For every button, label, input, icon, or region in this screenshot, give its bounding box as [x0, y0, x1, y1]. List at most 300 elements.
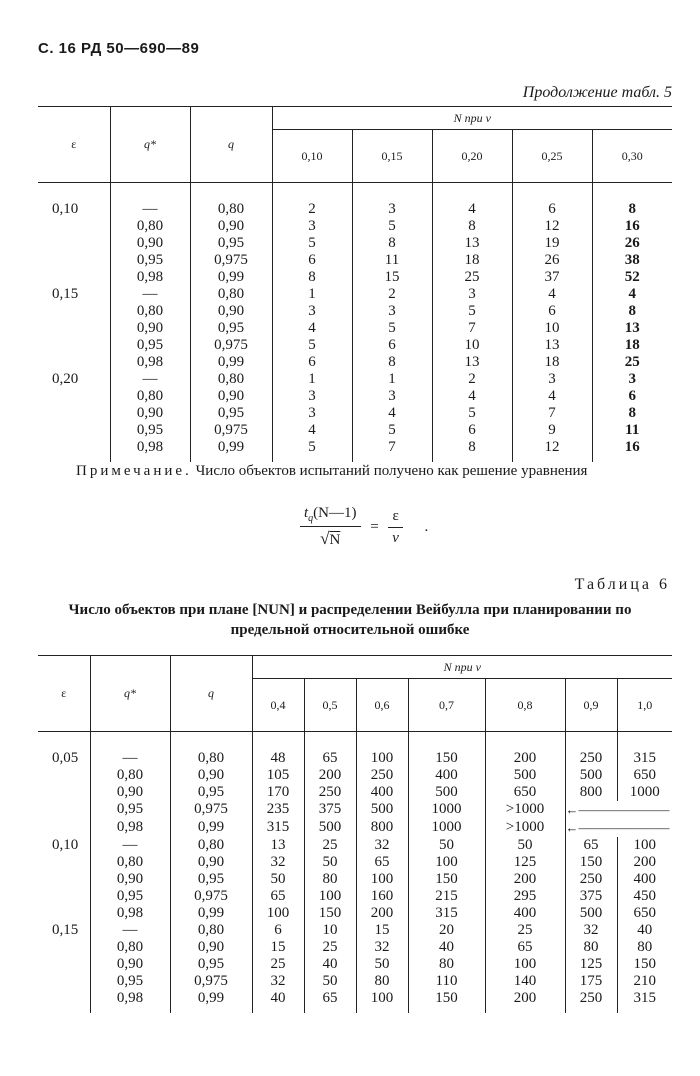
table-cell: 0,90	[90, 784, 170, 801]
table-cell: 4	[352, 405, 432, 422]
table-cell: 5	[272, 439, 352, 462]
table-cell: 8	[432, 218, 512, 235]
table-row	[38, 784, 672, 801]
col-header-qstar: q*	[90, 656, 170, 732]
equation-lhs: $\frac{t_q(N—1)}{√N}$	[300, 505, 361, 549]
table-cell: 32	[356, 837, 408, 854]
table-cell: 800	[356, 819, 408, 837]
table-row	[38, 854, 672, 871]
table-cell: 0,99	[190, 439, 272, 462]
table-cell: 0,95	[190, 405, 272, 422]
table-cell: 100	[252, 905, 304, 922]
table-cell: 150	[565, 854, 617, 871]
table-cell: 40	[252, 990, 304, 1013]
table-cell: 4	[432, 388, 512, 405]
table-cell: 25	[432, 269, 512, 286]
table-note	[38, 462, 663, 481]
table-cell: 80	[408, 956, 485, 973]
table-cell: 200	[485, 990, 565, 1013]
table-cell: 0,80	[90, 767, 170, 784]
table-cell: 250	[565, 871, 617, 888]
table-row	[38, 922, 672, 939]
cell-eps	[38, 252, 110, 269]
table-cell: 3	[352, 183, 432, 219]
table-cell	[565, 801, 672, 819]
table-cell: 150	[617, 956, 672, 973]
table-cell: 8	[352, 235, 432, 252]
table-cell: 0,95	[90, 973, 170, 990]
table-cell: 6	[592, 388, 672, 405]
table-cell: 5	[272, 235, 352, 252]
table-cell: 50	[304, 973, 356, 990]
table-cell: 6	[352, 337, 432, 354]
table-cell: 50	[408, 837, 485, 854]
table-cell: —	[90, 837, 170, 854]
table-cell: 4	[512, 388, 592, 405]
table-cell: 0,98	[90, 819, 170, 837]
table-cell: 65	[252, 888, 304, 905]
table-cell: 0,975	[170, 888, 252, 905]
table-cell: 100	[356, 732, 408, 768]
table-cell: —	[110, 371, 190, 388]
table-cell: 500	[356, 801, 408, 819]
table-cell: 26	[592, 235, 672, 252]
table-cell: 5	[432, 405, 512, 422]
table-cell: 140	[485, 973, 565, 990]
col-header-v: 0,6	[356, 679, 408, 732]
table-cell: 1	[272, 371, 352, 388]
table-cell: 0,80	[190, 183, 272, 219]
table-cell: 65	[485, 939, 565, 956]
table-cell: 450	[617, 888, 672, 905]
table-cell: 0,80	[170, 922, 252, 939]
cell-eps	[38, 939, 90, 956]
table-cell: 12	[512, 439, 592, 462]
table-cell: 7	[512, 405, 592, 422]
table-cell: 315	[252, 819, 304, 837]
cell-eps: 0,15	[52, 922, 79, 938]
cell-eps	[38, 337, 110, 354]
table-cell: 4	[272, 320, 352, 337]
table-cell: 0,80	[190, 286, 272, 303]
cell-eps: 0,10	[52, 201, 79, 217]
table-cell: 150	[304, 905, 356, 922]
table-cell: 40	[617, 922, 672, 939]
table-cell: 400	[408, 767, 485, 784]
cell-eps: 0,20	[52, 371, 79, 387]
table-cell: 80	[304, 871, 356, 888]
table-cell: 0,95	[90, 888, 170, 905]
table-cell: —	[110, 183, 190, 219]
table-cell: 6	[252, 922, 304, 939]
table-5-continuation	[38, 106, 672, 462]
table-cell: 32	[565, 922, 617, 939]
cell-eps	[38, 888, 90, 905]
table-cell: 0,80	[170, 732, 252, 768]
table-row	[38, 303, 672, 320]
table-cell: 0,98	[110, 269, 190, 286]
table-row	[38, 405, 672, 422]
col-header-eps: ε	[61, 686, 67, 700]
table-cell: 0,975	[190, 337, 272, 354]
table-cell: 250	[565, 990, 617, 1013]
cell-eps	[38, 854, 90, 871]
cell-eps	[38, 405, 110, 422]
table-cell: 6	[272, 354, 352, 371]
table-cell: 15	[356, 922, 408, 939]
table-cell: 0,80	[110, 388, 190, 405]
cell-eps: 0,05	[52, 750, 79, 766]
table-cell: 6	[432, 422, 512, 439]
table-cell: 15	[352, 269, 432, 286]
table-row	[38, 422, 672, 439]
table-cell: 0,80	[90, 939, 170, 956]
table-cell: 13	[252, 837, 304, 854]
table-cell: 0,975	[190, 252, 272, 269]
table-cell: 500	[565, 905, 617, 922]
table-cell: 3	[432, 286, 512, 303]
table-cell: 3	[272, 405, 352, 422]
table-cell: 0,975	[190, 422, 272, 439]
table-row	[38, 439, 672, 462]
table-cell: 125	[565, 956, 617, 973]
cell-eps	[38, 439, 110, 462]
table-cell: 25	[592, 354, 672, 371]
table-cell: 37	[512, 269, 592, 286]
table-cell: 8	[592, 303, 672, 320]
table-cell: 0,80	[110, 218, 190, 235]
table-cell: 200	[304, 767, 356, 784]
table-cell: 4	[272, 422, 352, 439]
table-cell: 210	[617, 973, 672, 990]
table-cell: 48	[252, 732, 304, 768]
table-cell: 125	[485, 854, 565, 871]
table-cell: 3	[512, 371, 592, 388]
table-cell: 100	[485, 956, 565, 973]
table-cell: 1	[272, 286, 352, 303]
col-header-v: 1,0	[617, 679, 672, 732]
table-cell: 0,80	[170, 837, 252, 854]
table-cell: 0,99	[170, 819, 252, 837]
table-cell: >1000	[485, 801, 565, 819]
table-cell: 0,80	[90, 854, 170, 871]
table-cell: 20	[408, 922, 485, 939]
table-cell: 5	[432, 303, 512, 320]
col-header-q: q	[190, 107, 272, 183]
cell-eps	[38, 320, 110, 337]
table-cell: 32	[356, 939, 408, 956]
table-cell: 315	[617, 990, 672, 1013]
table-cell: 0,975	[170, 973, 252, 990]
table-cell: 2	[352, 286, 432, 303]
cell-eps	[38, 767, 90, 784]
col-header-qstar: q*	[110, 107, 190, 183]
table-cell	[565, 819, 672, 837]
table-cell: 3	[272, 303, 352, 320]
table-cell: 50	[356, 956, 408, 973]
table-cell: 65	[304, 732, 356, 768]
col-header-v: 0,8	[485, 679, 565, 732]
table-cell: 13	[432, 354, 512, 371]
table-cell: 0,90	[190, 303, 272, 320]
cell-eps	[38, 218, 110, 235]
table-row	[38, 732, 672, 768]
table-row	[38, 286, 672, 303]
table-cell: 7	[352, 439, 432, 462]
table-cell: 13	[432, 235, 512, 252]
table-row	[38, 767, 672, 784]
table-cell: 500	[408, 784, 485, 801]
table-cell: 375	[304, 801, 356, 819]
table-cell: 0,90	[190, 388, 272, 405]
table-cell: 13	[592, 320, 672, 337]
table-cell: 40	[408, 939, 485, 956]
table-cell: 52	[592, 269, 672, 286]
table-row	[38, 218, 672, 235]
table-cell: 200	[485, 732, 565, 768]
table-cell: 250	[356, 767, 408, 784]
table-cell: 0,80	[110, 303, 190, 320]
table-cell: 80	[617, 939, 672, 956]
table-cell: 3	[272, 218, 352, 235]
table-cell: 2	[272, 183, 352, 219]
table-cell: 11	[352, 252, 432, 269]
table-cell: 15	[252, 939, 304, 956]
table-cell: 12	[512, 218, 592, 235]
table-cell: 0,90	[170, 767, 252, 784]
table-cell: 160	[356, 888, 408, 905]
table-cell: 0,95	[170, 784, 252, 801]
table-cell: 10	[432, 337, 512, 354]
table-cell: 0,95	[170, 871, 252, 888]
table-row	[38, 354, 672, 371]
cell-eps	[38, 973, 90, 990]
table-cell: 295	[485, 888, 565, 905]
table-cell: 0,98	[110, 354, 190, 371]
table-cell: 5	[352, 218, 432, 235]
page-header: С. 16 РД 50—690—89	[38, 40, 200, 57]
table-cell: 65	[356, 854, 408, 871]
table-cell: 105	[252, 767, 304, 784]
col-header-v: 0,4	[252, 679, 304, 732]
table-cell: 0,95	[110, 422, 190, 439]
table-cell: 215	[408, 888, 485, 905]
table-cell: 650	[485, 784, 565, 801]
table-cell: —	[110, 286, 190, 303]
table-cell: 0,95	[90, 801, 170, 819]
table-cell: 0,90	[110, 320, 190, 337]
table-cell: —	[90, 922, 170, 939]
table-cell: 0,90	[110, 405, 190, 422]
table-6	[38, 655, 672, 1013]
cell-eps	[38, 388, 110, 405]
table-cell: 6	[512, 303, 592, 320]
col-header-v: 0,25	[512, 130, 592, 183]
cell-eps	[38, 801, 90, 819]
table-row	[38, 183, 672, 219]
col-header-n-group: N при v	[272, 107, 672, 130]
table-cell: 175	[565, 973, 617, 990]
equation-rhs: $\frac{\varepsilon}{v}$	[388, 508, 402, 547]
table-cell: 500	[565, 767, 617, 784]
table-cell: 0,90	[90, 871, 170, 888]
table-cell: 100	[304, 888, 356, 905]
table-cell: 0,95	[190, 320, 272, 337]
table-cell: 1000	[617, 784, 672, 801]
table-cell: 0,90	[170, 939, 252, 956]
table-row	[38, 235, 672, 252]
table-cell: 0,975	[170, 801, 252, 819]
table-cell: 3	[352, 388, 432, 405]
table-row	[38, 371, 672, 388]
table-cell: 10	[304, 922, 356, 939]
table-cell: 0,90	[90, 956, 170, 973]
table-cell: 0,99	[190, 269, 272, 286]
table-cell: 500	[304, 819, 356, 837]
note-text: Число объектов испытаний получено как решение уравнения	[195, 463, 588, 479]
table-cell: 0,98	[90, 905, 170, 922]
table-cell: 5	[272, 337, 352, 354]
table-cell: 0,90	[110, 235, 190, 252]
cell-eps	[38, 354, 110, 371]
table-cell: 6	[512, 183, 592, 219]
table-cell: 65	[565, 837, 617, 854]
table-cell: 8	[432, 439, 512, 462]
table-row	[38, 990, 672, 1013]
table-row	[38, 837, 672, 854]
table-cell: 18	[592, 337, 672, 354]
table-cell: 100	[617, 837, 672, 854]
table-cell: 18	[512, 354, 592, 371]
table-cell: 8	[592, 405, 672, 422]
table-cell: 5	[352, 320, 432, 337]
table-6-label: Таблица 6	[574, 576, 670, 593]
table-cell: 250	[304, 784, 356, 801]
table-cell: 0,80	[190, 371, 272, 388]
table-cell: 8	[272, 269, 352, 286]
table-cell: 200	[617, 854, 672, 871]
cell-eps	[38, 784, 90, 801]
table-row	[38, 388, 672, 405]
table-cell: 4	[432, 183, 512, 219]
table-cell: 315	[408, 905, 485, 922]
table-cell: 800	[565, 784, 617, 801]
table-cell: 32	[252, 973, 304, 990]
table-row	[38, 269, 672, 286]
table-cell: 8	[352, 354, 432, 371]
table-cell: 100	[356, 871, 408, 888]
col-header-v: 0,10	[272, 130, 352, 183]
table-row	[38, 956, 672, 973]
table-cell: 0,90	[170, 854, 252, 871]
table-cell: 500	[485, 767, 565, 784]
table-cell: 0,99	[170, 990, 252, 1013]
table-cell: 100	[356, 990, 408, 1013]
table-cell: 65	[304, 990, 356, 1013]
cell-eps	[38, 235, 110, 252]
table-cell: 25	[252, 956, 304, 973]
table-cell: 200	[485, 871, 565, 888]
table-row	[38, 252, 672, 269]
table-row	[38, 888, 672, 905]
table-cell: 110	[408, 973, 485, 990]
table-cell: 0,99	[190, 354, 272, 371]
arrow-left-icon: ←———————	[565, 820, 670, 835]
table-cell: 0,95	[190, 235, 272, 252]
table-cell: 400	[617, 871, 672, 888]
col-header-q: q	[170, 656, 252, 732]
cell-eps	[38, 422, 110, 439]
table-cell: 9	[512, 422, 592, 439]
table-cell: 18	[432, 252, 512, 269]
table-cell: 5	[352, 422, 432, 439]
cell-eps	[38, 303, 110, 320]
table-row	[38, 337, 672, 354]
table-cell: —	[90, 732, 170, 768]
table-cell: 4	[512, 286, 592, 303]
col-header-n-group: N при v	[252, 656, 672, 679]
arrow-left-icon: ←———————	[565, 802, 670, 817]
table-cell: 1000	[408, 819, 485, 837]
table-cell: 3	[352, 303, 432, 320]
cell-eps	[38, 819, 90, 837]
table-cell: 50	[485, 837, 565, 854]
table-cell: 25	[485, 922, 565, 939]
table-cell: 11	[592, 422, 672, 439]
table-cell: 650	[617, 905, 672, 922]
col-header-eps: ε	[71, 137, 77, 151]
col-header-v: 0,5	[304, 679, 356, 732]
table-cell: 400	[356, 784, 408, 801]
table-cell: 16	[592, 439, 672, 462]
col-header-v: 0,9	[565, 679, 617, 732]
table-cell: 0,95	[110, 337, 190, 354]
table-cell: 200	[356, 905, 408, 922]
table-cell: 50	[252, 871, 304, 888]
cell-eps: 0,10	[52, 837, 79, 853]
table-cell: 7	[432, 320, 512, 337]
table-cell: 1000	[408, 801, 485, 819]
table-cell: 25	[304, 939, 356, 956]
table-cell: 235	[252, 801, 304, 819]
cell-eps	[38, 269, 110, 286]
table-cell: 2	[432, 371, 512, 388]
col-header-v: 0,15	[352, 130, 432, 183]
table-cell: 150	[408, 990, 485, 1013]
table-cell: 8	[592, 183, 672, 219]
table-row	[38, 819, 672, 837]
table-cell: 0,98	[90, 990, 170, 1013]
table-cell: 400	[485, 905, 565, 922]
table-row	[38, 801, 672, 819]
table-6-title: Число объектов при плане [NUN] и распределении Вейбулла при планировании по предельной относительной ошибке	[68, 602, 632, 638]
table-cell: 0,99	[170, 905, 252, 922]
cell-eps	[38, 956, 90, 973]
table-cell: 40	[304, 956, 356, 973]
table-row	[38, 320, 672, 337]
table-cell: 3	[272, 388, 352, 405]
cell-eps	[38, 990, 90, 1013]
table-cell: 26	[512, 252, 592, 269]
table-cell: 10	[512, 320, 592, 337]
table-cell: 50	[304, 854, 356, 871]
table-cell: 100	[408, 854, 485, 871]
cell-eps	[38, 905, 90, 922]
table-cell: 4	[592, 286, 672, 303]
table-row	[38, 871, 672, 888]
table-cell: 32	[252, 854, 304, 871]
table-cell: 170	[252, 784, 304, 801]
